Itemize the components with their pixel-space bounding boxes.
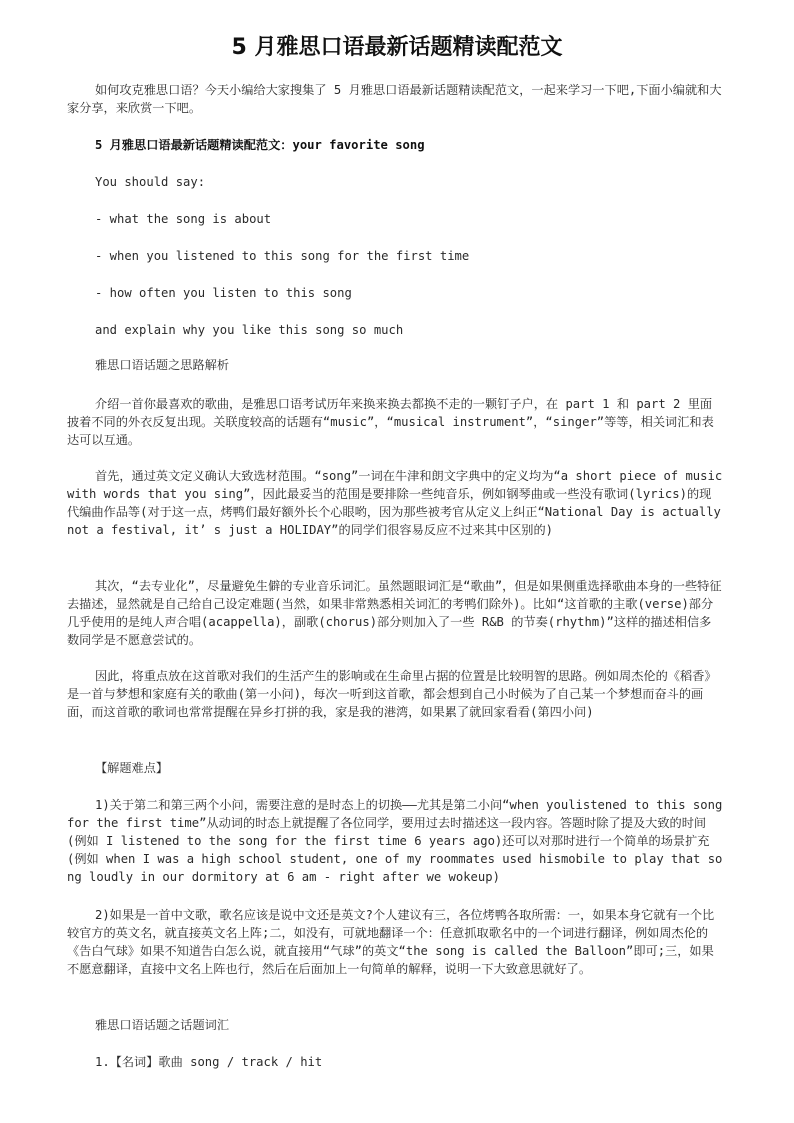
- vocab-item-1: 1.【名词】歌曲 song / track / hit: [95, 1055, 323, 1069]
- vocab-heading: 雅思口语话题之话题词汇: [95, 1018, 230, 1032]
- cue-closing: and explain why you like this song so much: [95, 323, 404, 337]
- analysis-heading: 雅思口语话题之思路解析: [95, 358, 230, 372]
- analysis-paragraph-4: 因此，将重点放在这首歌对我们的生活产生的影响或在生命里占据的位置是比较明智的思路。例如周杰伦的《稻香》是一首与梦想和家庭有关的歌曲(第一小问)，每次一听到这首歌，都会想到自己小时候为了自己某一个梦想而奋斗的画面，而这首歌的歌词也常常提醒在异乡打拼的我，家是我的港湾，如果累了就回家看看(第四小问): [67, 669, 717, 719]
- cue-item-2: - when you listened to this song for the first time: [95, 249, 470, 263]
- difficulty-paragraph-1: 1)关于第二和第三两个小问，需要注意的是时态上的切换——尤其是第二小问“when youlistened to this song for the first time”从动词的时态上就提醒了各位同学，要用过去时描述这一段内容。答题时除了提及大致的时间(例如 I listened to the song for the first time 6 years ago)还可以对那时进行一个简单的场景扩充(例如 when I was a high school student, one of my roommates used hismobile to play that song loudly in our dormitory at 6 am - right after we wokeup): [67, 798, 723, 884]
- intro-paragraph: 如何攻克雅思口语？今天小编给大家搜集了 5 月雅思口语最新话题精读配范文，一起来学习一下吧,下面小编就和大家分享，来欣赏一下吧。: [67, 83, 722, 115]
- page-title: 5 月雅思口语最新话题精读配范文: [231, 35, 563, 60]
- analysis-paragraph-3: 其次，“去专业化”，尽量避免生僻的专业音乐词汇。虽然题眼词汇是“歌曲”，但是如果侧重选择歌曲本身的一些特征去描述，显然就是自己给自己设定难题(当然，如果非常熟悉相关词汇的考鸭们除外)。比如“这首歌的主歌(verse)部分几乎使用的是纯人声合唱(acappella)，副歌(chorus)部分则加入了一些 R&B 的节奏(rhythm)”这样的描述相信多数同学是不愿意尝试的。: [67, 579, 722, 647]
- analysis-paragraph-1: 介绍一首你最喜欢的歌曲，是雅思口语考试历年来换来换去都换不走的一颗钉子户，在 part 1 和 part 2 里面披着不同的外衣反复出现。关联度较高的话题有“music”，“musical instrument”，“singer”等等，相关词汇和表达可以互通。: [67, 397, 714, 447]
- section-subtitle: 5 月雅思口语最新话题精读配范文：your favorite song: [95, 138, 425, 152]
- analysis-paragraph-2: 首先，通过英文定义确认大致选材范围。“song”一词在牛津和朗文字典中的定义均为“a short piece of music with words that you sing”，因此最妥当的范围是要排除一些纯音乐，例如钢琴曲或一些没有歌词(lyrics)的现代编曲作品等(对于这一点，烤鸭们最好额外长个心眼哟，因为那些被考官从定义上纠正“National Day is actually not a festival, it’ s just a HOLIDAY”的同学们很容易反应不过来其中区别的): [67, 469, 723, 537]
- difficulty-heading: 【解题难点】: [95, 761, 169, 775]
- cue-intro: You should say:: [95, 175, 206, 189]
- cue-item-3: - how often you listen to this song: [95, 286, 352, 300]
- cue-item-1: - what the song is about: [95, 212, 272, 226]
- difficulty-paragraph-2: 2)如果是一首中文歌，歌名应该是说中文还是英文?个人建议有三，各位烤鸭各取所需：一，如果本身它就有一个比较官方的英文名，就直接英文名上阵;二，如没有，可就地翻译一个：任意抓取歌名中的一个词进行翻译，例如周杰伦的《告白气球》如果不知道告白怎么说，就直接用“气球”的英文“the song is called the Balloon”即可;三，如果不愿意翻译，直接中文名上阵也行，然后在后面加上一句简单的解释，说明一下大致意思就好了。: [67, 908, 715, 976]
